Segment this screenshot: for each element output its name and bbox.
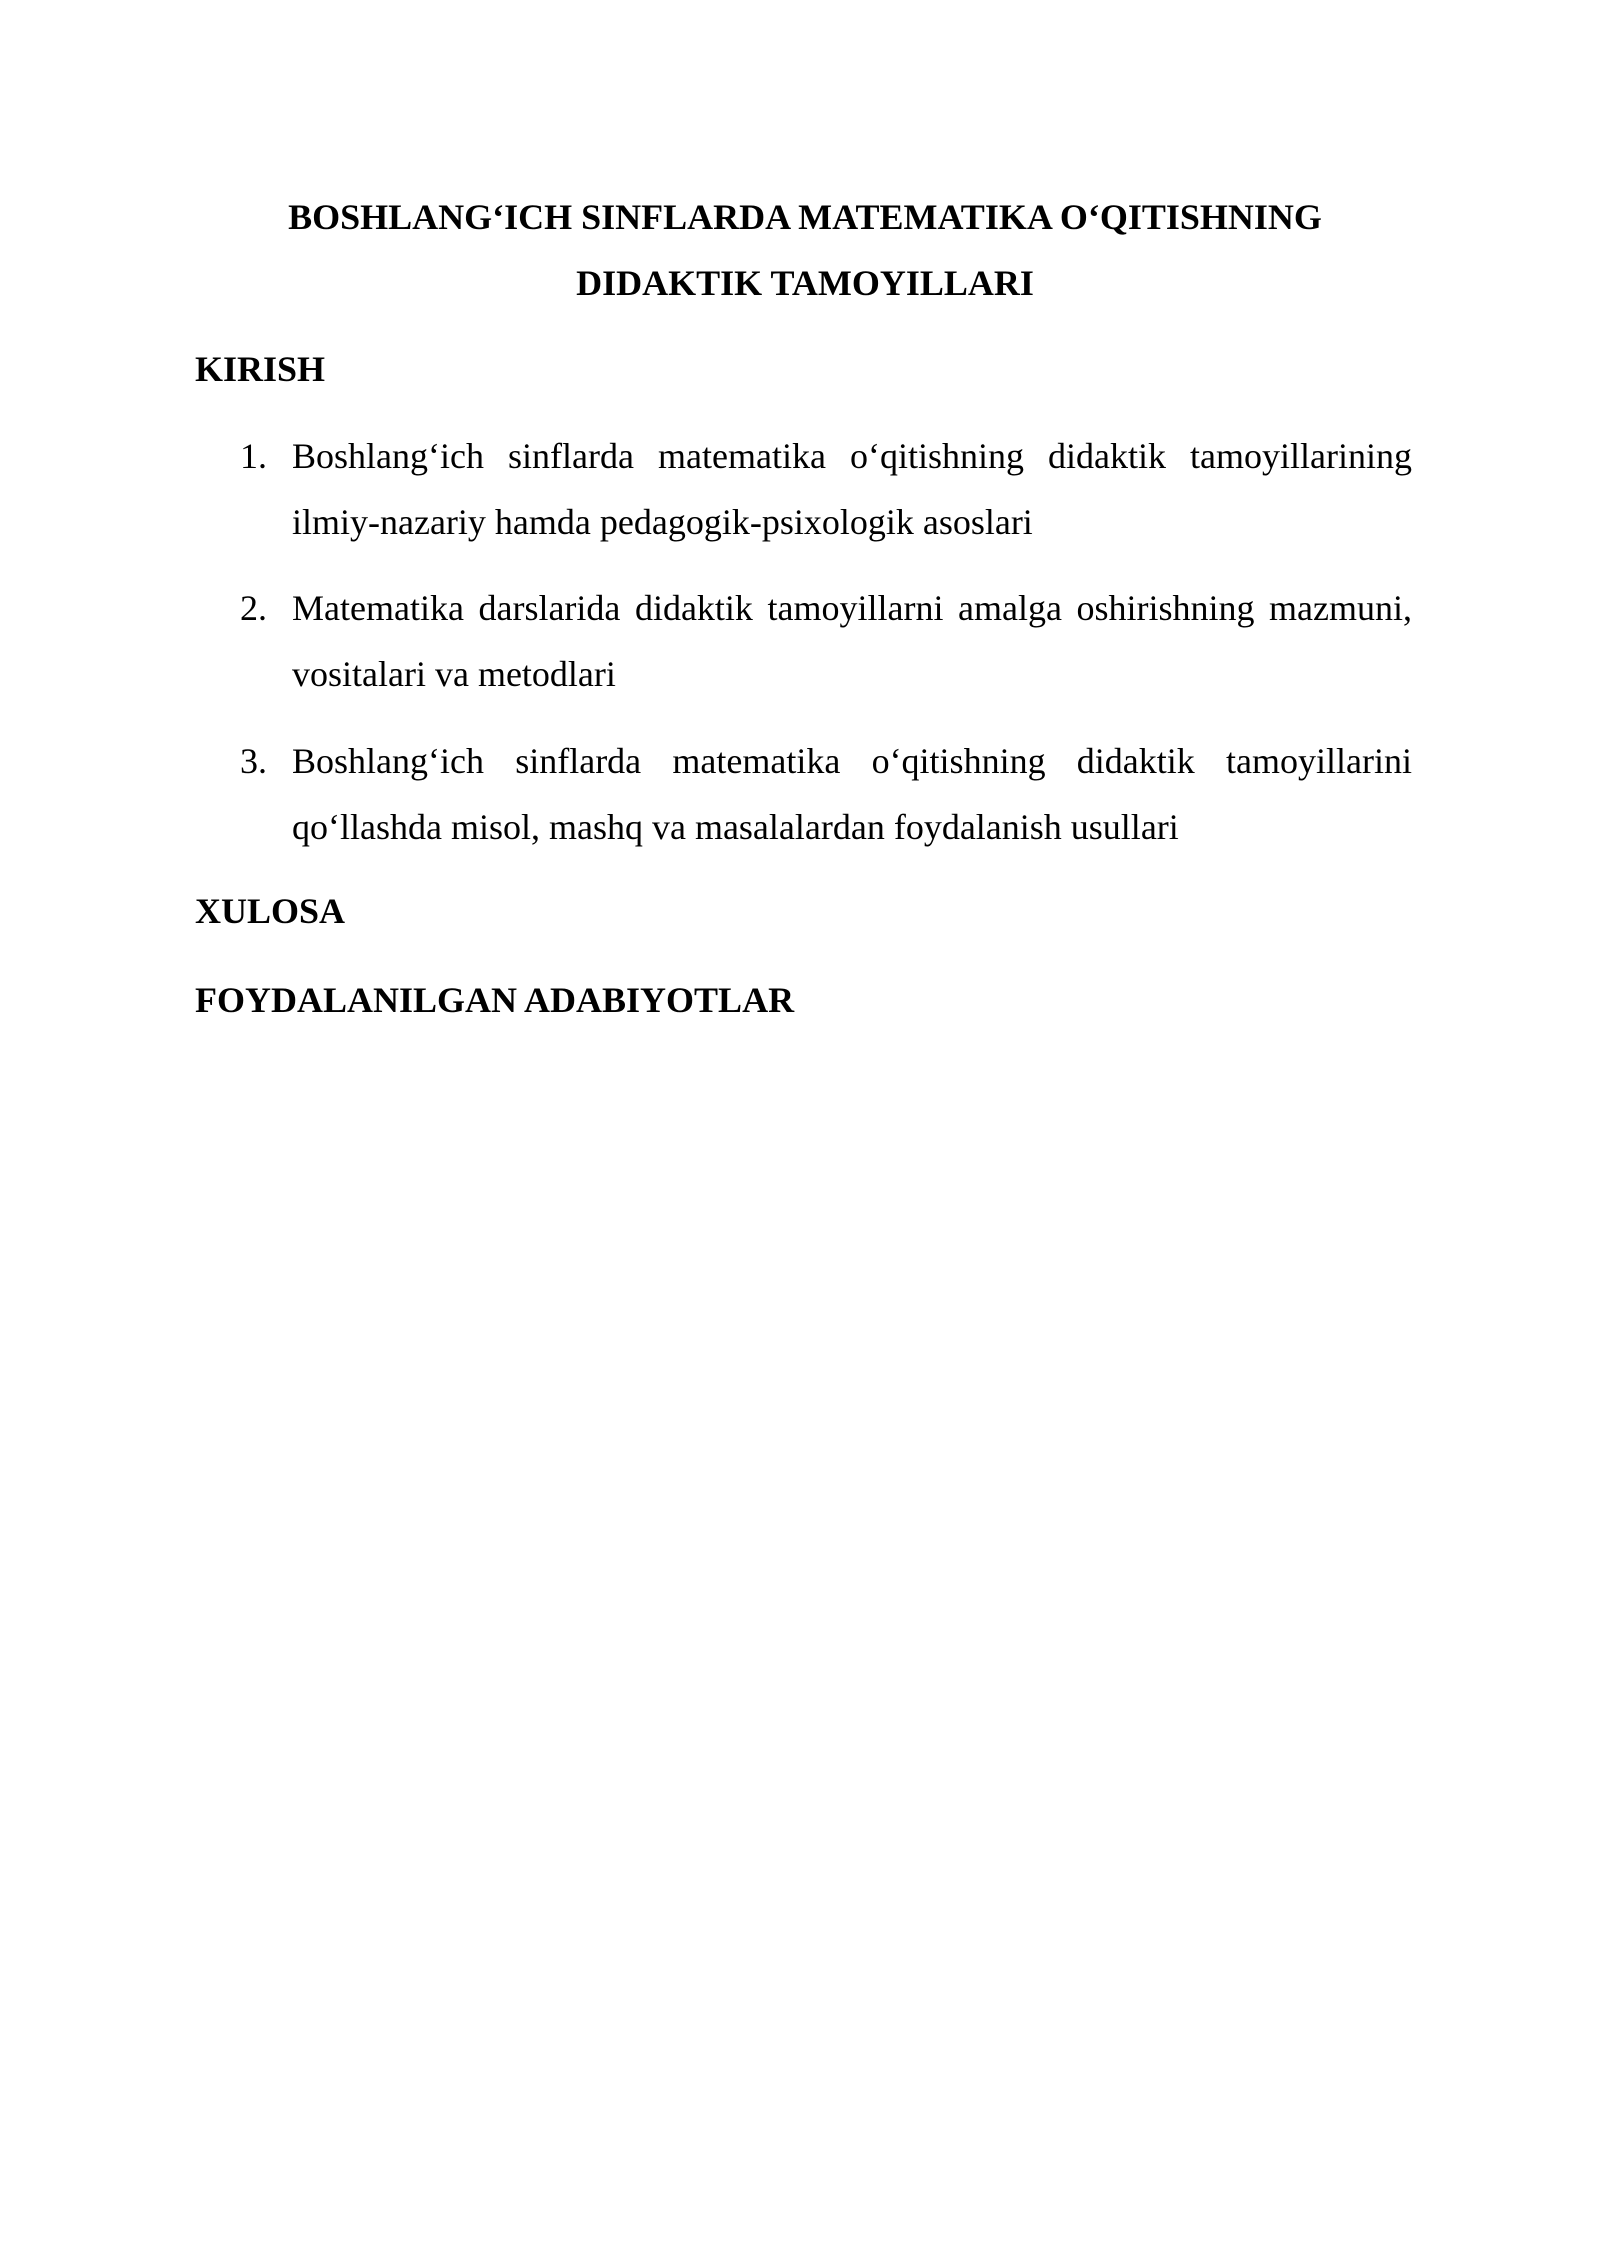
title-line-2: DIDAKTIK TAMOYILLARI — [576, 263, 1034, 303]
list-item-number: 2. — [240, 588, 267, 628]
document-title — [195, 184, 1415, 316]
list-item — [240, 575, 1412, 707]
list-item-number: 3. — [240, 741, 267, 781]
list-item — [240, 728, 1412, 860]
list-item — [240, 423, 1412, 555]
list-item-number: 1. — [240, 436, 267, 476]
list-item-text: Boshlang‘ich sinflarda matematika o‘qitishning didaktik tamoyillarining ilmiy-nazariy hamda pedagogik-psixologik asoslari — [292, 436, 1412, 542]
intro-heading: KIRISH — [195, 349, 326, 389]
list-item-text: Boshlang‘ich sinflarda matematika o‘qitishning didaktik tamoyillarini qo‘llashda misol, mashq va masalalardan foydalanish usullari — [292, 741, 1412, 847]
title-line-1: BOSHLANG‘ICH SINFLARDA MATEMATIKA O‘QITISHNING — [288, 197, 1322, 237]
list-item-text: Matematika darslarida didaktik tamoyillarni amalga oshirishning mazmuni, vositalari va metodlari — [292, 588, 1412, 694]
conclusion-heading: XULOSA — [195, 891, 346, 931]
references-heading: FOYDALANILGAN ADABIYOTLAR — [195, 980, 795, 1020]
